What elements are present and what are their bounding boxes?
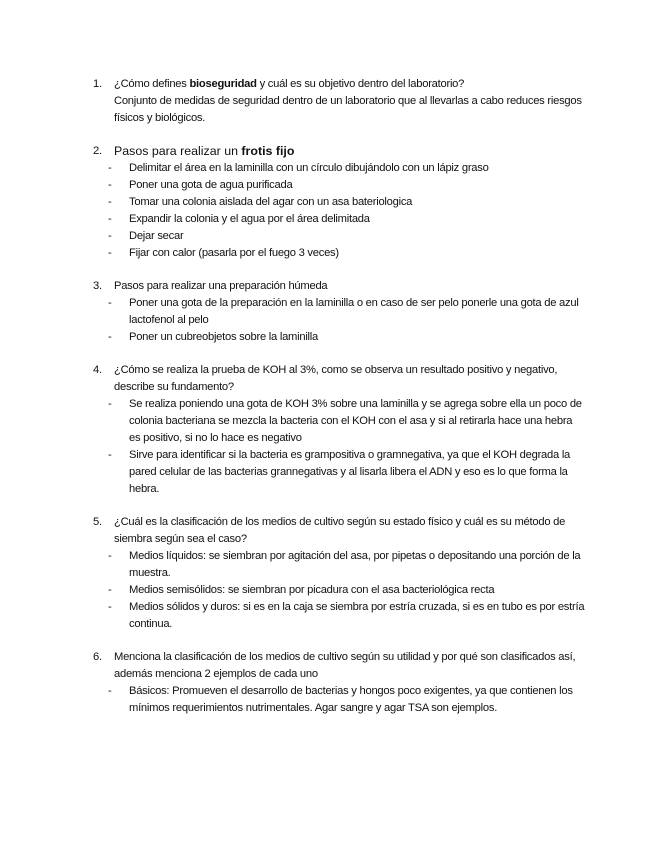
question-title-text: y cuál es su objetivo dentro del laboratorio? (256, 78, 465, 90)
answer-list (93, 548, 585, 633)
answer-list (93, 160, 585, 262)
list-item: - Medios semisólidos: se siembran por picadura con el asa bacteriológica recta (108, 582, 585, 599)
question-4 (93, 362, 585, 498)
question-2 (93, 143, 585, 262)
list-item: - Poner un cubreobjetos sobre la laminilla (108, 329, 585, 346)
list-item: - Se realiza poniendo una gota de KOH 3% sobre una laminilla y se agrega sobre ella un poco de colonia bacteriana se mezcla la bacteria con el KOH con el asa y si al retirarla hace una hebra es positivo, si no lo hace es negativo (108, 396, 585, 447)
question-1 (93, 76, 585, 127)
question-number: 1. (93, 78, 102, 90)
question-6 (93, 649, 585, 717)
answer-list (93, 683, 585, 717)
question-title-bold: frotis fijo (241, 144, 295, 158)
question-title: Menciona la clasificación de los medios de cultivo según su utilidad y por qué son clasificados así, además menciona 2 ejemplos de cada uno (114, 651, 576, 680)
question-3 (93, 278, 585, 346)
question-number: 2. (93, 145, 102, 157)
list-item: - Expandir la colonia y el agua por el área delimitada (108, 211, 585, 228)
answer-list (93, 396, 585, 498)
list-item: - Tomar una colonia aislada del agar con un asa bateriologica (108, 194, 585, 211)
question-number: 3. (93, 280, 102, 292)
list-item: - Medios líquidos: se siembran por agitación del asa, por pipetas o depositando una porción de la muestra. (108, 548, 585, 582)
answer-list (93, 295, 585, 346)
question-title: ¿Cuál es la clasificación de los medios de cultivo según su estado físico y cuál es su método de siembra según sea el caso? (114, 516, 566, 545)
question-title-text: ¿Cómo defines (114, 78, 190, 90)
list-item: - Fijar con calor (pasarla por el fuego 3 veces) (108, 245, 585, 262)
question-number: 5. (93, 516, 102, 528)
question-title-bold: bioseguridad (189, 78, 257, 90)
question-number: 4. (93, 364, 102, 376)
question-title: ¿Cómo se realiza la prueba de KOH al 3%, como se observa un resultado positivo y negativo, describe su fundamento? (114, 364, 558, 393)
question-5 (93, 514, 585, 633)
list-item: - Poner una gota de agua purificada (108, 177, 585, 194)
question-number: 6. (93, 651, 102, 663)
list-item: - Sirve para identificar si la bacteria es grampositiva o gramnegativa, ya que el KOH degrada la pared celular de las bacterias grannegativas y al lisarla libera el ADN y eso es lo que forma la hebra. (108, 447, 585, 498)
question-title (114, 143, 585, 160)
list-item: - Dejar secar (108, 228, 585, 245)
list-item: - Poner una gota de la preparación en la laminilla o en caso de ser pelo ponerle una gota de azul lactofenol al pelo (108, 295, 585, 329)
list-item: - Medios sólidos y duros: si es en la caja se siembra por estría cruzada, si es en tubo es por estría continua. (108, 599, 585, 633)
question-title: Pasos para realizar una preparación húmeda (114, 280, 328, 292)
list-item: - Delimitar el área en la laminilla con un círculo dibujándolo con un lápiz graso (108, 160, 585, 177)
list-item: - Básicos: Promueven el desarrollo de bacterias y hongos poco exigentes, ya que contienen los mínimos requerimientos nutrimentales. Agar sangre y agar TSA son ejemplos. (108, 683, 585, 717)
question-title-text: Pasos para realizar un (114, 144, 242, 158)
question-answer: Conjunto de medidas de seguridad dentro de un laboratorio que al llevarlas a cabo reduces riesgos físicos y biológicos. (114, 95, 582, 124)
question-title (114, 76, 585, 93)
